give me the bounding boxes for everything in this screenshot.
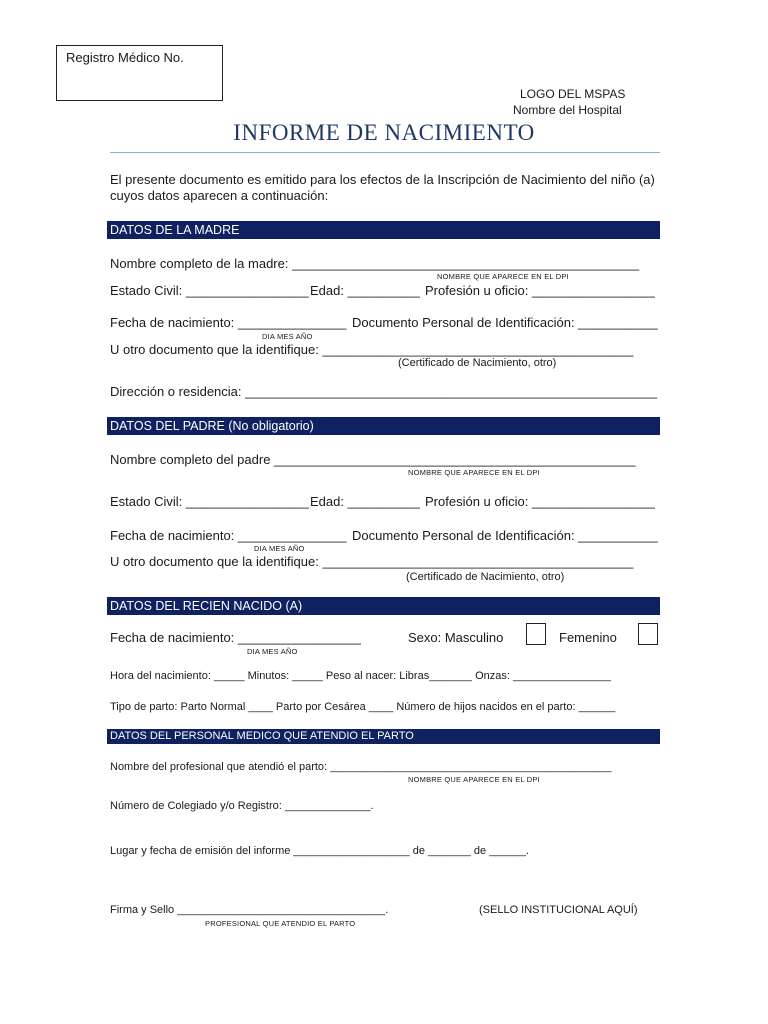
section-header-madre: DATOS DE LA MADRE: [107, 221, 660, 239]
masculino-checkbox[interactable]: [526, 623, 546, 645]
section-header-recien-nacido: DATOS DEL RECIEN NACIDO (A): [107, 597, 660, 615]
section-header-padre: DATOS DEL PADRE (No obligatorio): [107, 417, 660, 435]
recien-nacido-fecha-hint: DIA MES AÑO: [247, 647, 298, 656]
title-divider: [110, 152, 660, 153]
padre-nombre-hint: NOMBRE QUE APARECE EN EL DPI: [408, 468, 540, 477]
padre-documento-field[interactable]: Documento Personal de Identificación: ___________: [352, 528, 658, 543]
recien-nacido-fecha-field[interactable]: Fecha de nacimiento: _________________: [110, 630, 361, 645]
padre-otro-documento-field[interactable]: U otro documento que la identifique: ___________________________________________: [110, 554, 634, 569]
padre-fecha-nacimiento-field[interactable]: Fecha de nacimiento: _______________: [110, 528, 347, 543]
madre-documento-field[interactable]: Documento Personal de Identificación: ___________: [352, 315, 658, 330]
section-header-personal-medico: DATOS DEL PERSONAL MEDICO QUE ATENDIO EL PARTO: [107, 729, 660, 744]
document-title: [0, 120, 768, 146]
padre-profesion-field[interactable]: Profesión u oficio: _________________: [425, 494, 655, 509]
madre-nombre-field[interactable]: Nombre completo de la madre: ________________________________________________: [110, 256, 640, 271]
colegiado-field[interactable]: Número de Colegiado y/o Registro: ______________.: [110, 800, 374, 812]
padre-fecha-hint: DIA MES AÑO: [254, 544, 305, 553]
femenino-checkbox[interactable]: [638, 623, 658, 645]
lugar-fecha-field[interactable]: Lugar y fecha de emisión del informe ___________________ de _______ de ______.: [110, 845, 529, 857]
intro-paragraph: El presente documento es emitido para los efectos de la Inscripción de Nacimiento del niño (a) cuyos datos aparecen a continuación:: [110, 172, 655, 203]
madre-direccion-field[interactable]: Dirección o residencia: _________________________________________________________: [110, 384, 658, 399]
madre-otro-documento-hint: (Certificado de Nacimiento, otro): [398, 357, 557, 369]
tipo-parto-fields[interactable]: Tipo de parto: Parto Normal ____ Parto por Cesárea ____ Número de hijos nacidos en el parto: ______: [110, 701, 616, 713]
firma-hint: PROFESIONAL QUE ATENDIO EL PARTO: [205, 919, 356, 928]
registro-medico-label: Registro Médico No.: [66, 50, 184, 65]
madre-nombre-hint: NOMBRE QUE APARECE EN EL DPI: [437, 272, 569, 281]
madre-profesion-field[interactable]: Profesión u oficio: _________________: [425, 283, 655, 298]
firma-sello-field[interactable]: Firma y Sello __________________________________.: [110, 904, 389, 916]
madre-fecha-hint: DIA MES AÑO: [262, 332, 313, 341]
madre-estado-civil-field[interactable]: Estado Civil: _________________: [110, 283, 309, 298]
profesional-nombre-hint: NOMBRE QUE APARECE EN EL DPI: [408, 775, 540, 784]
document-title-text: INFORME DE NACIMIENTO: [233, 120, 535, 145]
hospital-name-text: Nombre del Hospital: [513, 103, 622, 117]
madre-fecha-nacimiento-field[interactable]: Fecha de nacimiento: _______________: [110, 315, 347, 330]
logo-placeholder-text: LOGO DEL MSPAS: [520, 87, 626, 101]
padre-estado-civil-field[interactable]: Estado Civil: _________________: [110, 494, 309, 509]
padre-edad-field[interactable]: Edad: __________: [310, 494, 420, 509]
padre-nombre-field[interactable]: Nombre completo del padre __________________________________________________: [110, 452, 636, 467]
sexo-femenino-label: Femenino: [559, 630, 617, 645]
madre-otro-documento-field[interactable]: U otro documento que la identifique: ___________________________________________: [110, 342, 634, 357]
hora-peso-fields[interactable]: Hora del nacimiento: _____ Minutos: _____ Peso al nacer: Libras_______ Onzas: ________________: [110, 670, 611, 682]
padre-otro-documento-hint: (Certificado de Nacimiento, otro): [406, 571, 565, 583]
sexo-masculino-label: Sexo: Masculino: [408, 630, 504, 645]
madre-edad-field[interactable]: Edad: __________: [310, 283, 420, 298]
sello-institucional-label: (SELLO INSTITUCIONAL AQUÍ): [479, 904, 638, 916]
profesional-nombre-field[interactable]: Nombre del profesional que atendió el parto: ______________________________________________: [110, 761, 612, 773]
